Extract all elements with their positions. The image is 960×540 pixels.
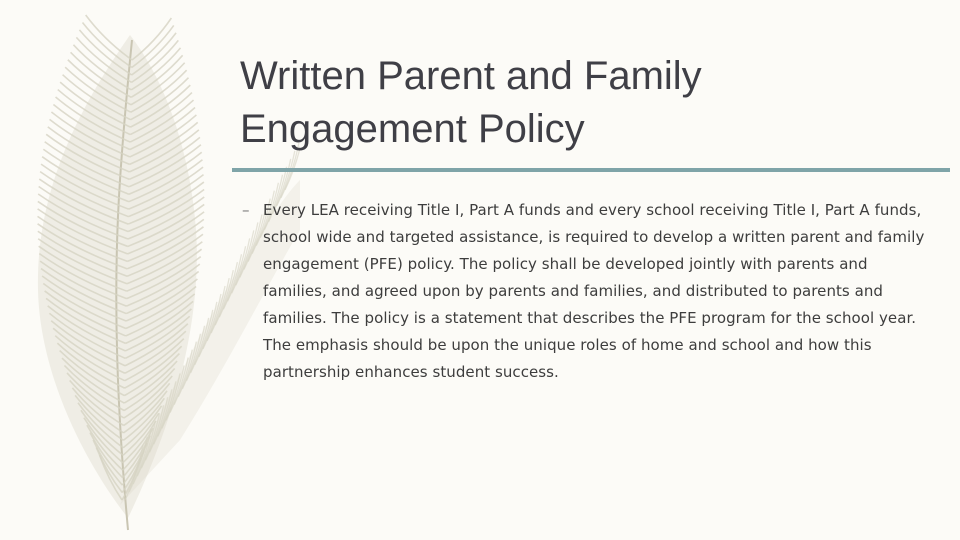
- bullet-text: Every LEA receiving Title I, Part A funds and every school receiving Title I, Part A funds, school wide and targeted assistance, is required to develop a written parent and family engagement (PFE) policy. The policy shall be developed jointly with parents and families, and agreed upon by parents and families, and distributed to parents and families. The policy is a statement that describes the PFE program for the school year. The emphasis should be upon the unique roles of home and school and how this partnership enhances student success.: [263, 201, 925, 381]
- slide-title: [240, 50, 920, 156]
- bullet-item: [242, 197, 927, 386]
- title-line-1: Written Parent and Family: [240, 54, 702, 98]
- title-divider: [232, 168, 950, 172]
- body-list: [242, 197, 927, 386]
- title-line-2: Engagement Policy: [240, 107, 585, 151]
- bullet-marker: –: [242, 201, 250, 219]
